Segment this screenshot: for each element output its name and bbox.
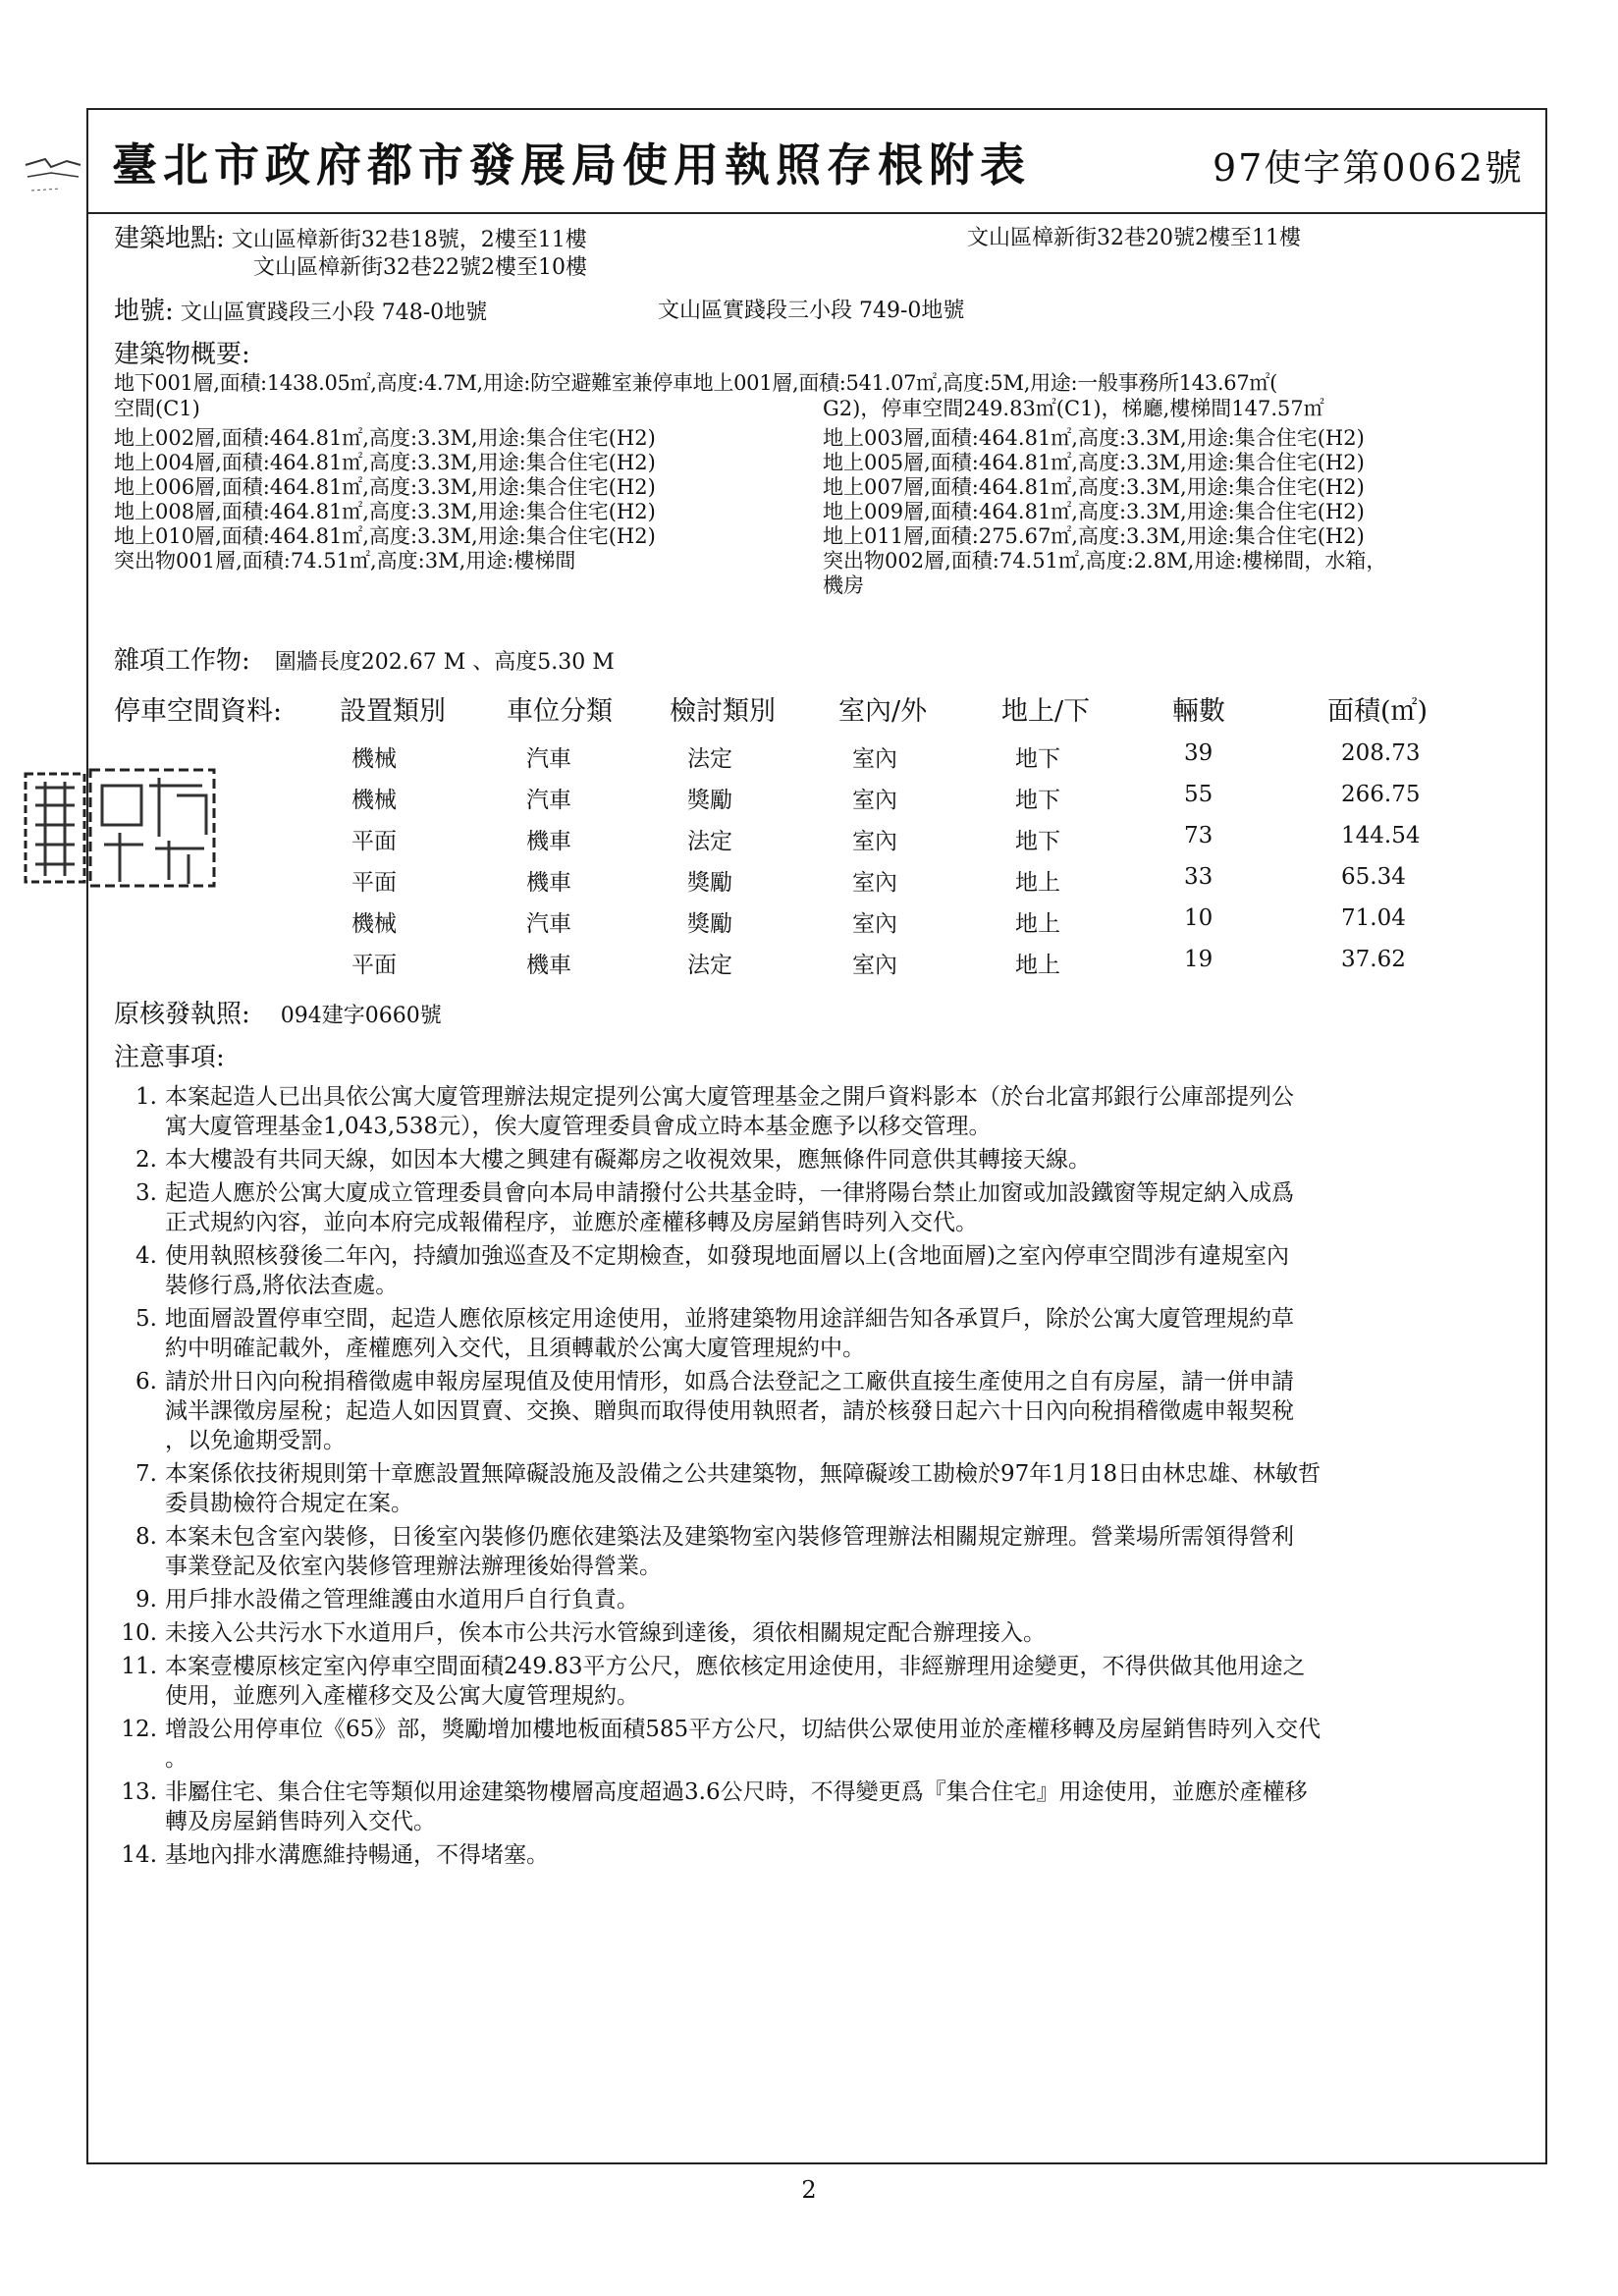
note-text xyxy=(165,1618,1520,1648)
note-line: 減半課徵房屋稅；起造人如因買賣、交換、贈與而取得使用執照者，請於核發日起六十日內向稅捐稽徵處申報契稅 xyxy=(165,1398,1294,1424)
parking-row xyxy=(114,864,1528,898)
parking-row xyxy=(114,782,1528,815)
parking-cell: 機械 xyxy=(351,788,397,813)
floor-entry: 地上008層,面積:464.81㎡,高度:3.3M,用途:集合住宅(H2) xyxy=(114,500,656,523)
note-item xyxy=(118,1082,1522,1141)
note-line: 裝修行爲,將依法查處。 xyxy=(165,1273,399,1298)
title-row xyxy=(88,110,1545,214)
document-frame xyxy=(86,108,1547,2164)
lot-value-2: 文山區實踐段三小段 749-0地號 xyxy=(658,299,965,323)
note-text xyxy=(165,1367,1520,1455)
note-number: 11. xyxy=(121,1654,157,1679)
note-item xyxy=(118,1715,1522,1774)
note-line: 未接入公共污水下水道用戶，俟本市公共污水管線到達後，須依相關規定配合辦理接入。 xyxy=(165,1620,1046,1646)
overview-left-column xyxy=(114,426,791,574)
parking-cell: 平面 xyxy=(351,953,397,978)
parking-cell: 平面 xyxy=(351,870,397,896)
floor-entry: 地上005層,面積:464.81㎡,高度:3.3M,用途:集合住宅(H2) xyxy=(823,451,1365,474)
parking-header-row xyxy=(114,689,1528,729)
page-number: 2 xyxy=(801,2176,817,2204)
note-text xyxy=(165,1304,1520,1363)
permit-number: 97使字第0062號 xyxy=(1212,146,1524,190)
note-item xyxy=(118,1178,1522,1237)
parking-cell: 地上 xyxy=(1015,953,1060,978)
parking-cell: 機車 xyxy=(526,829,571,854)
parking-cell: 10 xyxy=(1184,905,1214,931)
parking-header-cell: 檢討類別 xyxy=(670,696,776,727)
parking-cell: 144.54 xyxy=(1341,823,1421,848)
parking-cell: 機車 xyxy=(526,953,571,978)
note-item xyxy=(118,1145,1522,1175)
original-permit-label: 原核發執照: xyxy=(114,1000,250,1029)
parking-header-cell: 室內/外 xyxy=(838,696,928,727)
parking-cell: 獎勵 xyxy=(687,870,732,896)
note-line: 正式規約內容，並向本府完成報備程序，並應於產權移轉及房屋銷售時列入交代。 xyxy=(165,1210,978,1235)
note-text xyxy=(165,1522,1520,1581)
site-label: 建築地點: xyxy=(114,224,225,253)
parking-cell: 73 xyxy=(1184,823,1214,848)
note-line: 增設公用停車位《65》部，獎勵增加樓地板面積585平方公尺，切結供公眾使用並於產權移轉及房屋銷售時列入交代 xyxy=(165,1717,1321,1742)
parking-cell: 33 xyxy=(1184,864,1214,890)
parking-label: 停車空間資料: xyxy=(114,696,283,727)
parking-cell: 平面 xyxy=(351,829,397,854)
floor-entry: 地上003層,面積:464.81㎡,高度:3.3M,用途:集合住宅(H2) xyxy=(823,426,1365,450)
note-line: 地面層設置停車空間，起造人應依原核定用途使用，並將建築物用途詳細告知各承買戶，除於公寓大廈管理規約草 xyxy=(165,1306,1294,1332)
parking-header-cell: 面積(㎡) xyxy=(1327,696,1429,727)
parking-cell: 獎勵 xyxy=(687,911,732,937)
note-line: ，以免逾期受罰。 xyxy=(165,1428,346,1453)
note-item xyxy=(118,1840,1522,1870)
parking-cell: 地下 xyxy=(1015,788,1060,813)
note-number: 6. xyxy=(135,1369,157,1394)
parking-cell: 55 xyxy=(1184,782,1214,807)
note-text xyxy=(165,1459,1520,1518)
site-line-1 xyxy=(114,226,587,253)
note-number: 9. xyxy=(135,1587,157,1613)
parking-header-cell: 地上/下 xyxy=(1001,696,1091,727)
note-line: 本案起造人已出具依公寓大廈管理辦法規定提列公寓大廈管理基金之開戶資料影本（於台北富邦銀行公庫部提列公 xyxy=(165,1084,1294,1110)
floor-entry: 地上002層,面積:464.81㎡,高度:3.3M,用途:集合住宅(H2) xyxy=(114,426,656,450)
parking-cell: 汽車 xyxy=(526,911,571,937)
document-title: 臺北市政府都市發展局使用執照存根附表 xyxy=(112,138,1031,191)
parking-row xyxy=(114,823,1528,856)
note-line: 委員勘檢符合規定在案。 xyxy=(165,1491,413,1516)
parking-row xyxy=(114,905,1528,939)
note-text xyxy=(165,1585,1520,1614)
lot-line xyxy=(114,299,487,326)
original-permit-line xyxy=(114,1002,442,1029)
note-item xyxy=(118,1304,1522,1363)
note-item xyxy=(118,1652,1522,1711)
note-line: 起造人應於公寓大廈成立管理委員會向本局申請撥付公共基金時，一律將陽台禁止加窗或加設鐵窗等規定納入成爲 xyxy=(165,1180,1294,1206)
parking-cell: 65.34 xyxy=(1341,864,1406,890)
overview-right-column xyxy=(823,426,1530,598)
misc-label: 雜項工作物: xyxy=(114,646,250,676)
note-number: 13. xyxy=(121,1779,157,1805)
floor-entry: 地上004層,面積:464.81㎡,高度:3.3M,用途:集合住宅(H2) xyxy=(114,451,656,474)
note-item xyxy=(118,1459,1522,1518)
parking-header-cell: 設置類別 xyxy=(340,696,446,727)
note-item xyxy=(118,1777,1522,1836)
note-text xyxy=(165,1145,1520,1175)
parking-cell: 法定 xyxy=(687,953,732,978)
note-number: 7. xyxy=(135,1461,157,1487)
parking-cell: 地下 xyxy=(1015,746,1060,772)
note-number: 4. xyxy=(135,1243,157,1269)
note-number: 2. xyxy=(135,1147,157,1173)
note-item xyxy=(118,1618,1522,1648)
note-item xyxy=(118,1241,1522,1300)
floor-entry: 地上011層,面積:275.67㎡,高度:3.3M,用途:集合住宅(H2) xyxy=(823,524,1365,548)
lot-value-1: 文山區實踐段三小段 748-0地號 xyxy=(180,301,488,325)
site-address-2: 文山區樟新街32巷22號2樓至10樓 xyxy=(253,255,587,280)
site-address-right: 文山區樟新街32巷20號2樓至11樓 xyxy=(967,226,1301,250)
parking-cell: 71.04 xyxy=(1341,905,1406,931)
parking-cell: 機械 xyxy=(351,746,397,772)
floor-entry: 地上009層,面積:464.81㎡,高度:3.3M,用途:集合住宅(H2) xyxy=(823,500,1365,523)
parking-cell: 39 xyxy=(1184,740,1214,766)
parking-cell: 地上 xyxy=(1015,870,1060,896)
parking-cell: 室內 xyxy=(852,953,897,978)
note-line: 事業登記及依室內裝修管理辦法辦理後始得營業。 xyxy=(165,1554,662,1579)
note-number: 3. xyxy=(135,1180,157,1206)
parking-cell: 法定 xyxy=(687,829,732,854)
parking-cell: 法定 xyxy=(687,746,732,772)
note-text xyxy=(165,1082,1520,1141)
floor-entry: 突出物002層,面積:74.51㎡,高度:2.8M,用途:樓梯間，水箱， xyxy=(823,549,1387,573)
note-line: 使用執照核發後二年內，持續加強巡查及不定期檢查，如發現地面層以上(含地面層)之室內停車空間涉有違規室內 xyxy=(165,1243,1289,1269)
note-text xyxy=(165,1652,1520,1711)
note-line: 。 xyxy=(165,1746,188,1772)
floor-entry: 地上006層,面積:464.81㎡,高度:3.3M,用途:集合住宅(H2) xyxy=(114,475,656,499)
note-item xyxy=(118,1367,1522,1455)
parking-cell: 地下 xyxy=(1015,829,1060,854)
note-text xyxy=(165,1777,1520,1836)
margin-mark-icon xyxy=(22,147,84,206)
note-line: 本案壹樓原核定室內停車空間面積249.83平方公尺，應依核定用途使用，非經辦理用途變更，不得供做其他用途之 xyxy=(165,1654,1306,1679)
overview-row-2-right: G2)，停車空間249.83㎡(C1)，梯廳,樓梯間147.57㎡ xyxy=(823,397,1324,420)
overview-label: 建築物概要: xyxy=(114,340,250,369)
parking-cell: 室內 xyxy=(852,788,897,813)
parking-header-cell: 車位分類 xyxy=(507,696,613,727)
note-line: 本案未包含室內裝修，日後室內裝修仍應依建築法及建築物室內裝修管理辦法相關規定辦理。營業場所需領得營利 xyxy=(165,1524,1294,1550)
note-line: 寓大廈管理基金1,043,538元），俟大廈管理委員會成立時本基金應予以移交管理。 xyxy=(165,1114,992,1139)
note-text xyxy=(165,1715,1520,1774)
note-number: 12. xyxy=(121,1717,157,1742)
floor-entry: 機房 xyxy=(823,574,864,597)
site-address-1: 文山區樟新街32巷18號，2樓至11樓 xyxy=(231,228,587,252)
parking-cell: 室內 xyxy=(852,870,897,896)
note-line: 本大樓設有共同天線，如因本大樓之興建有礙鄰房之收視效果，應無條件同意供其轉接天線。 xyxy=(165,1147,1091,1173)
parking-cell: 室內 xyxy=(852,746,897,772)
note-number: 8. xyxy=(135,1524,157,1550)
parking-cell: 19 xyxy=(1184,947,1214,972)
parking-cell: 機械 xyxy=(351,911,397,937)
parking-cell: 室內 xyxy=(852,829,897,854)
parking-cell: 266.75 xyxy=(1341,782,1421,807)
note-line: 轉及房屋銷售時列入交代。 xyxy=(165,1809,436,1834)
parking-cell: 汽車 xyxy=(526,788,571,813)
parking-cell: 室內 xyxy=(852,911,897,937)
lot-label: 地號: xyxy=(114,297,174,326)
note-line: 基地內排水溝應維持暢通，不得堵塞。 xyxy=(165,1842,549,1868)
overview-row-2-left: 空間(C1) xyxy=(114,397,200,420)
note-line: 非屬住宅、集合住宅等類似用途建築物樓層高度超過3.6公尺時，不得變更爲『集合住宅』用途使用，並應於產權移 xyxy=(165,1779,1308,1805)
note-line: 使用，並應列入產權移交及公寓大廈管理規約。 xyxy=(165,1683,639,1709)
note-line: 用戶排水設備之管理維護由水道用戶自行負責。 xyxy=(165,1587,639,1613)
note-item xyxy=(118,1585,1522,1614)
note-line: 本案係依技術規則第十章應設置無障礙設施及設備之公共建築物，無障礙竣工勘檢於97年1月18日由林忠雄、林敏哲 xyxy=(165,1461,1321,1487)
note-number: 1. xyxy=(135,1084,157,1110)
parking-row xyxy=(114,947,1528,980)
misc-value: 圍牆長度202.67 M 、高度5.30 M xyxy=(274,650,615,675)
note-text xyxy=(165,1241,1520,1300)
floor-entry: 突出物001層,面積:74.51㎡,高度:3M,用途:樓梯間 xyxy=(114,549,576,573)
parking-row xyxy=(114,740,1528,774)
parking-cell: 機車 xyxy=(526,870,571,896)
note-number: 5. xyxy=(135,1306,157,1332)
parking-cell: 37.62 xyxy=(1341,947,1406,972)
misc-line xyxy=(114,648,615,676)
notes-label: 注意事項: xyxy=(114,1043,225,1072)
floor-entry: 地上007層,面積:464.81㎡,高度:3.3M,用途:集合住宅(H2) xyxy=(823,475,1365,499)
parking-cell: 208.73 xyxy=(1341,740,1421,766)
note-text xyxy=(165,1840,1520,1870)
note-number: 10. xyxy=(121,1620,157,1646)
overview-row-1: 地下001層,面積:1438.05㎡,高度:4.7M,用途:防空避難室兼停車地上001層,面積:541.07㎡,高度:5M,用途:一般事務所143.67㎡( xyxy=(114,371,1278,395)
note-line: 請於卅日內向稅捐稽徵處申報房屋現值及使用情形，如爲合法登記之工廠供直接生產使用之自有房屋，請一併申請 xyxy=(165,1369,1294,1394)
parking-header-cell: 輛數 xyxy=(1172,696,1225,727)
parking-cell: 地上 xyxy=(1015,911,1060,937)
note-line: 約中明確記載外，產權應列入交代，且須轉載於公寓大廈管理規約中。 xyxy=(165,1336,865,1361)
note-item xyxy=(118,1522,1522,1581)
note-number: 14. xyxy=(121,1842,157,1868)
note-text xyxy=(165,1178,1520,1237)
floor-entry: 地上010層,面積:464.81㎡,高度:3.3M,用途:集合住宅(H2) xyxy=(114,524,656,548)
parking-cell: 汽車 xyxy=(526,746,571,772)
original-permit-value: 094建字0660號 xyxy=(280,1004,442,1028)
parking-cell: 獎勵 xyxy=(687,788,732,813)
